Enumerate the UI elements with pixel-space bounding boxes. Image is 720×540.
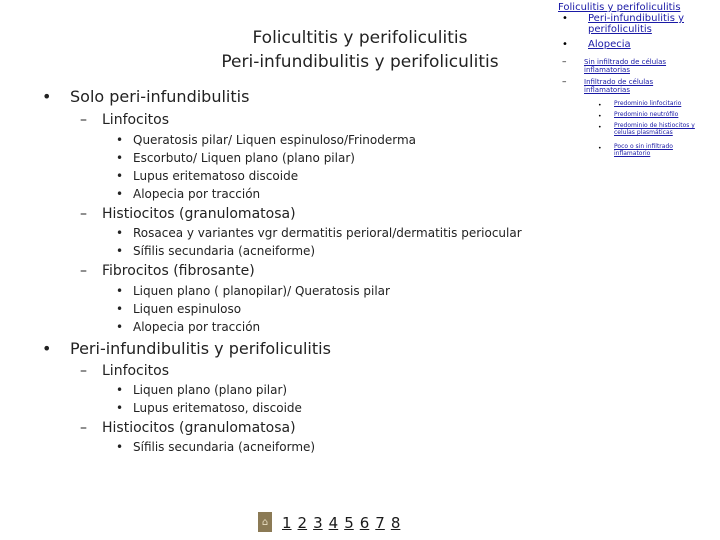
bullet-dot: • xyxy=(116,226,124,240)
bullet-dot: • xyxy=(116,151,124,165)
subsection-label: Histiocitos (granulomatosa) xyxy=(102,206,296,222)
list-item-text: Liquen plano ( planopilar)/ Queratosis pilar xyxy=(133,284,390,298)
page-link[interactable]: 5 xyxy=(344,514,354,532)
slide-title-line-1: Folicultitis y perifoliculitis xyxy=(252,28,468,48)
nav-link-leaf[interactable]: Poco o sin infiltrado inflamatorio xyxy=(614,143,673,157)
bullet-dash: – xyxy=(562,57,567,67)
bullet-dot: • xyxy=(116,383,124,397)
nav-link-alopecia[interactable]: Alopecia xyxy=(588,39,631,50)
bullet-dot: • xyxy=(598,113,602,120)
list-item-text: Sífilis secundaria (acneiforme) xyxy=(133,244,316,258)
bullet-dot: • xyxy=(598,102,602,109)
bullet-dot: • xyxy=(116,244,124,258)
nav-link-peri-infundibulitis[interactable]: Peri-infundibulitis y perifoliculitis xyxy=(588,13,685,35)
page-link[interactable]: 3 xyxy=(313,514,323,532)
section-label: Solo peri-infundibulitis xyxy=(70,87,250,106)
bullet-dash: – xyxy=(80,206,87,222)
slide-title-line-2: Peri-infundibulitis y perifoliculitis xyxy=(221,52,499,72)
list-item-text: Escorbuto/ Liquen plano (plano pilar) xyxy=(133,151,355,165)
bullet-dot: • xyxy=(116,133,124,147)
list-item-text: Queratosis pilar/ Liquen espinuloso/Frinoderma xyxy=(133,133,417,147)
page-link[interactable]: 7 xyxy=(375,514,385,532)
bullet-dot: • xyxy=(116,320,124,334)
bullet-dot: • xyxy=(562,13,568,24)
nav-link-leaf[interactable]: Predominio linfocitario xyxy=(614,100,682,107)
slide-title xyxy=(190,26,530,74)
list-item-text: Alopecia por tracción xyxy=(133,320,261,334)
nav-link-leaf[interactable]: Predominio de histiocitos y celulas plasmáticas xyxy=(614,122,695,136)
list-item-text: Lupus eritematoso discoide xyxy=(133,169,299,183)
page-link[interactable]: 2 xyxy=(297,514,308,532)
bullet-dot: • xyxy=(116,284,124,298)
bullet-dot: • xyxy=(116,302,124,316)
subsection-label: Fibrocitos (fibrosante) xyxy=(102,263,255,279)
page-link[interactable]: 1 xyxy=(282,514,292,532)
bullet-dash: – xyxy=(562,77,567,87)
page-link[interactable]: 6 xyxy=(359,514,370,532)
bullet-dot: • xyxy=(116,401,124,415)
bullet-dot: • xyxy=(562,39,568,50)
list-item-text: Liquen plano (plano pilar) xyxy=(133,383,288,397)
list-item-text: Rosacea y variantes vgr dermatitis perioral/dermatitis periocular xyxy=(133,226,522,240)
page-link[interactable]: 4 xyxy=(328,514,339,532)
subsection-label: Linfocitos xyxy=(102,363,169,379)
bullet-dot: • xyxy=(42,339,52,358)
bullet-dot: • xyxy=(598,124,602,131)
bullet-dot: • xyxy=(598,145,602,152)
page-link[interactable]: 8 xyxy=(390,514,401,532)
list-item-text: Lupus eritematoso, discoide xyxy=(133,401,302,415)
bullet-dash: – xyxy=(80,112,87,128)
bullet-dot: • xyxy=(116,169,124,183)
bullet-dot: • xyxy=(42,87,52,106)
bullet-dash: – xyxy=(80,363,87,379)
nav-link-leaf[interactable]: Predominio neutrófilo xyxy=(614,111,679,118)
section-label: Peri-infundibulitis y perifoliculitis xyxy=(70,339,331,358)
bullet-dash: – xyxy=(80,263,87,279)
bullet-dot: • xyxy=(116,187,124,201)
bullet-dot: • xyxy=(116,440,124,454)
nav-link-infiltrado[interactable]: Infiltrado de células inflamatorias xyxy=(584,78,654,94)
list-item-text: Sífilis secundaria (acneiforme) xyxy=(133,440,316,454)
subsection-label: Histiocitos (granulomatosa) xyxy=(102,420,296,436)
nav-link-sin-infiltrado[interactable]: Sin infiltrado de células inflamatorias xyxy=(584,58,667,74)
bullet-dash: – xyxy=(80,420,87,436)
list-item-text: Liquen espinuloso xyxy=(133,302,242,316)
list-item-text: Alopecia por tracción xyxy=(133,187,261,201)
nav-link-root[interactable]: Foliculitis y perifoliculitis xyxy=(558,2,681,13)
home-icon[interactable]: ⌂ xyxy=(258,512,272,532)
slide-pager xyxy=(258,510,406,532)
subsection-label: Linfocitos xyxy=(102,112,169,128)
